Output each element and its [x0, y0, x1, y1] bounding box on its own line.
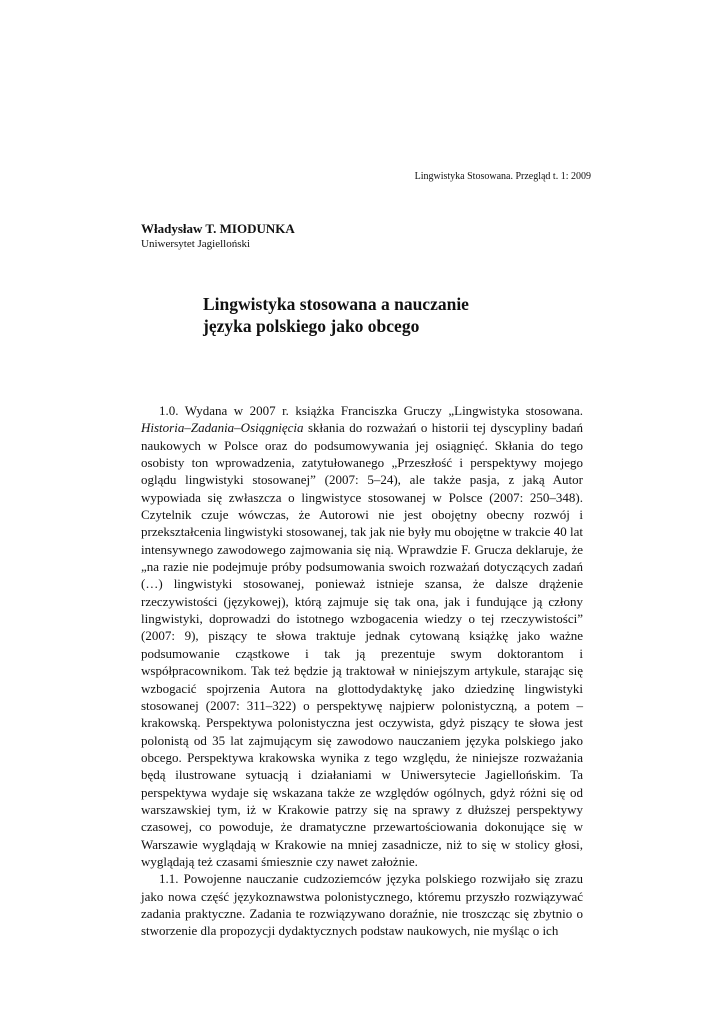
paragraph-1-0	[141, 402, 583, 870]
article-title	[203, 293, 583, 337]
author-block	[141, 221, 295, 251]
article-title-line-1: Lingwistyka stosowana a nauczanie	[203, 294, 469, 314]
article-body	[141, 402, 583, 940]
running-header: Lingwistyka Stosowana. Przegląd t. 1: 2009	[414, 171, 591, 182]
author-name: Władysław T. MIODUNKA	[141, 221, 295, 236]
paragraph-1-0-intro: 1.0. Wydana w 2007 r. książka Franciszka Gruczy „Lingwistyka stosowana.	[159, 403, 583, 418]
paragraph-1-0-rest: skłania do rozważań o historii tej dyscypliny badań naukowych w Polsce oraz do podsumowywania jej osiągnięć. Skłania do tego osobisty ton wprowadzenia, zatytułowanego „Przeszłość i perspektywy mojego oglądu lingwistyki stosowanej” (2007: 5–24), ale także pasja, z jaką Autor wypowiada się zwłaszcza o lingwistyce stosowanej w Polsce (2007: 250–348). Czytelnik czuje wówczas, że Autorowi nie jest obojętny obecny rozwój i przekształcenia lingwistyki stosowanej, tak jak nie były mu obojętne w trakcie 40 lat intensywnego zawodowego zajmowania się nią. Wprawdzie F. Grucza deklaruje, że „na razie nie podejmuje próby podsumowania swoich rozważań dotyczących zadań (…) lingwistyki stosowanej, ponieważ istnieje szansa, że dalsze drążenie rzeczywistości (językowej), którą zajmuje się tak ona, jak i fundujące ją człony lingwistyki, doprowadzi do istotnego wzbogacenia wiedzy o tej rzeczywistości” (2007: 9), piszący te słowa traktuje jednak cytowaną książkę jako ważne podsumowanie cząstkowe i tak ją prezentuje swym doktorantom i współpracownikom. Tak też będzie ją traktował w niniejszym artykule, starając się wzbogacić spojrzenia Autora na glottodydaktykę jako dziedzinę lingwistyki stosowanej (2007: 311–322) o perspektywę najpierw polonistyczną, a potem – krakowską. Perspektywa polonistyczna jest oczywista, gdyż piszący te słowa jest polonistą od 35 lat zajmującym się zawodowo nauczaniem języka polskiego jako obcego. Perspektywa krakowska wynika z tego względu, że niniejsze rozważania będą ilustrowane sytuacją i działaniami w Uniwersytecie Jagiellońskim. Ta perspektywa wydaje się wskazana także ze względów ogólnych, gdyż różni się od warszawskiej tym, iż w Krakowie patrzy się na sprawy z dłuższej perspektywy czasowej, co powoduje, że dramatyczne przewartościowania dokonujące się w Warszawie wyglądają w Krakowie na mniej zasadnicze, niż to się w stolicy głosi, wyglądają też czasami śmiesznie czy nawet założnie.	[141, 420, 583, 869]
article-title-line-2: języka polskiego jako obcego	[203, 316, 420, 336]
paragraph-1-1: 1.1. Powojenne nauczanie cudzoziemców języka polskiego rozwijało się zrazu jako nowa część językoznawstwa polonistycznego, któremu przyszło rozwiązywać zadania praktyczne. Zadania te rozwiązywano doraźnie, nie troszcząc się zbytnio o stworzenie dla propozycji dydaktycznych podstaw naukowych, nie myśląc o ich	[141, 871, 583, 939]
book-subtitle-italic: Historia–Zadania–Osiągnięcia	[141, 420, 304, 436]
author-affiliation: Uniwersytet Jagielloński	[141, 238, 251, 250]
